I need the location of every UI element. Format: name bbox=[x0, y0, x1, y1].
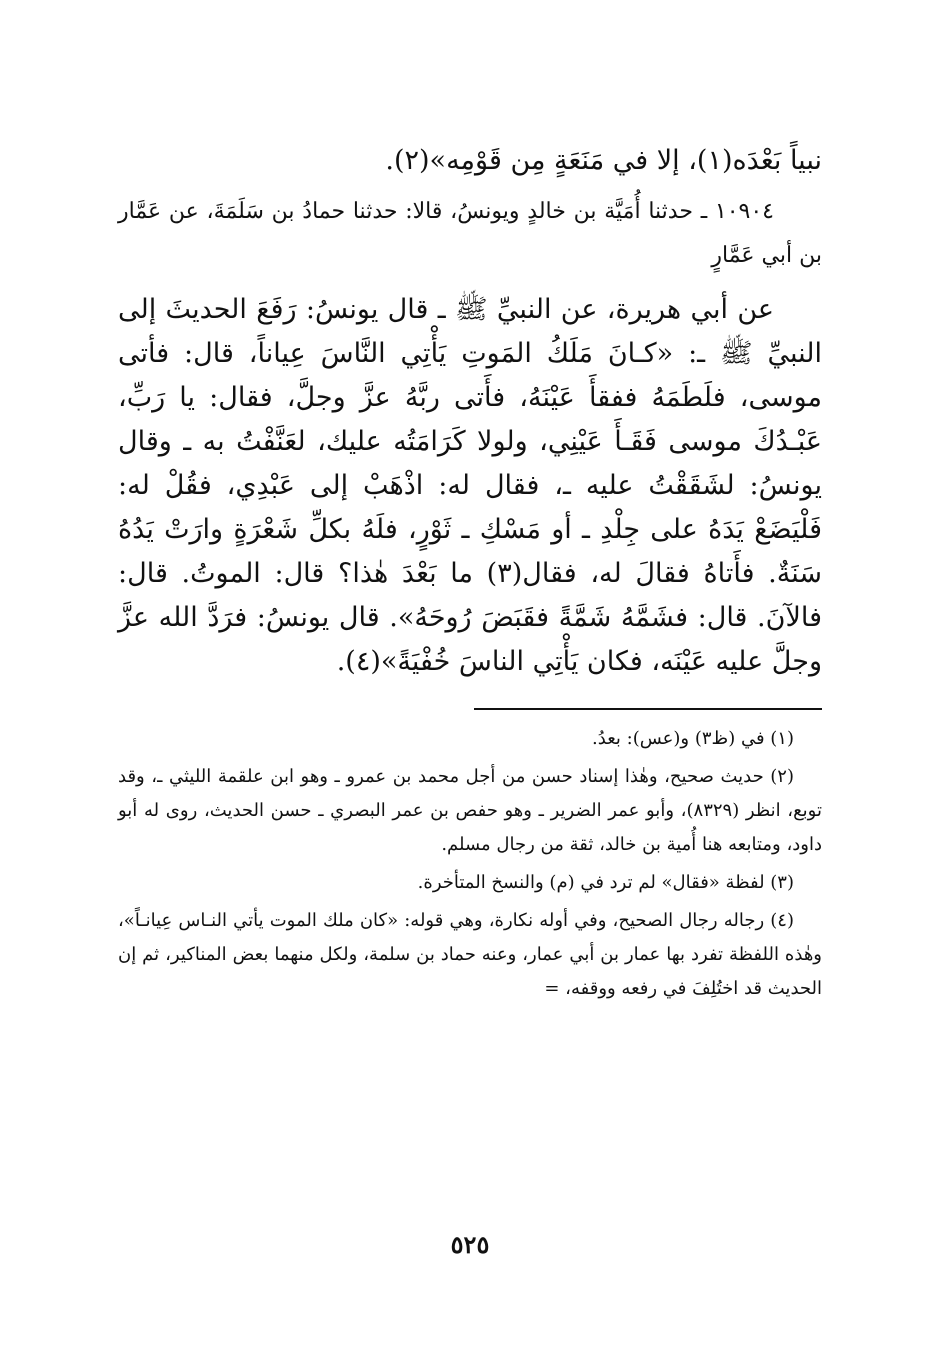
continuation-line: نبياً بَعْدَه(١)، إلا في مَنَعَةٍ مِن قَوْمِه»(٢). bbox=[385, 145, 822, 176]
footnote-1: (١) في (ظ٣) و(عس): بعدُ. bbox=[592, 728, 794, 749]
footnote-3: (٣) لفظة «فقال» لم ترد في (م) والنسخ المتأخرة. bbox=[417, 872, 794, 893]
hadith-body: عن أبي هريرة، عن النبيِّ ﷺ ـ قال يونسُ: رَفَعَ الحديثَ إلى النبيِّ ﷺ ـ: «كـانَ مَلَكُ المَوتِ يَأْتِي النَّاسَ عِياناً، قال: فأتى موسى، فلَطَمَهُ ففقأَ عَيْنَهُ، فأَتى ربَّهُ عزَّ وجلَّ، فقال: يا رَبِّ، عَبْـدُكَ موسى فَقَـأَ عَيْنِي، ولولا كَرَامَتُه عليك، لعَنَّفْتُ به ـ وقال يونسُ: لشَقَقْتُ عليه ـ، فقال له: اذْهَبْ إلى عَبْدِي، فقُلْ له: فَلْيَضَعْ يَدَهُ على جِلْدِ ـ أو مَسْكِ ـ ثَوْرٍ، فلَهُ بكلِّ شَعْرَةٍ وارَتْ يَدُهُ سَنَةٌ. فأَتاهُ فقالَ له، فقال(٣) ما بَعْدَ هٰذا؟ قال: الموتُ. قال: فالآنَ. قال: فشَمَّهُ شَمَّةً فقَبَضَ رُوحَهُ». قال يونسُ: فرَدَّ الله عزَّ وجلَّ عليه عَيْنَه، فكان يَأْتِي الناسَ خُفْيَةً»(٤). bbox=[118, 294, 822, 677]
hadith-chain: ١٠٩٠٤ ـ حدثنا أُمَيَّة بن خالدٍ ويونسُ، قالا: حدثنا حمادُ بن سَلَمَةَ، عن عَمَّار بن أبي عَمَّارٍ bbox=[118, 199, 822, 268]
footnote-4: (٤) رجاله رجال الصحيح، وفي أوله نكارة، وهي قوله: «كان ملك الموت يأتي النـاس عِيانـاً»، وهٰذه اللفظة تفرد بها عمار بن أبي عمار، وعنه حماد بن سلمة، ولكل منهما بعض المناكير، ثم إن الحديث قد اختُلِفَ في رفعه ووقفه، = bbox=[118, 910, 822, 999]
footnote-divider bbox=[474, 708, 822, 710]
page-content bbox=[118, 140, 822, 1010]
page-number: ٥٢٥ bbox=[450, 1230, 490, 1259]
footnotes bbox=[118, 722, 822, 1006]
footnote-2: (٢) حديث صحيح، وهٰذا إسناد حسن من أجل محمد بن عمرو ـ وهو ابن علقمة الليثي ـ، وقد توبع، انظر (٨٣٢٩)، وأبو عمر الضرير ـ وهو حفص بن عمر البصري ـ حسن الحديث، روى له أبو داود، ومتابعه هنا أُمية بن خالد، ثقة من رجال مسلم. bbox=[118, 766, 822, 855]
